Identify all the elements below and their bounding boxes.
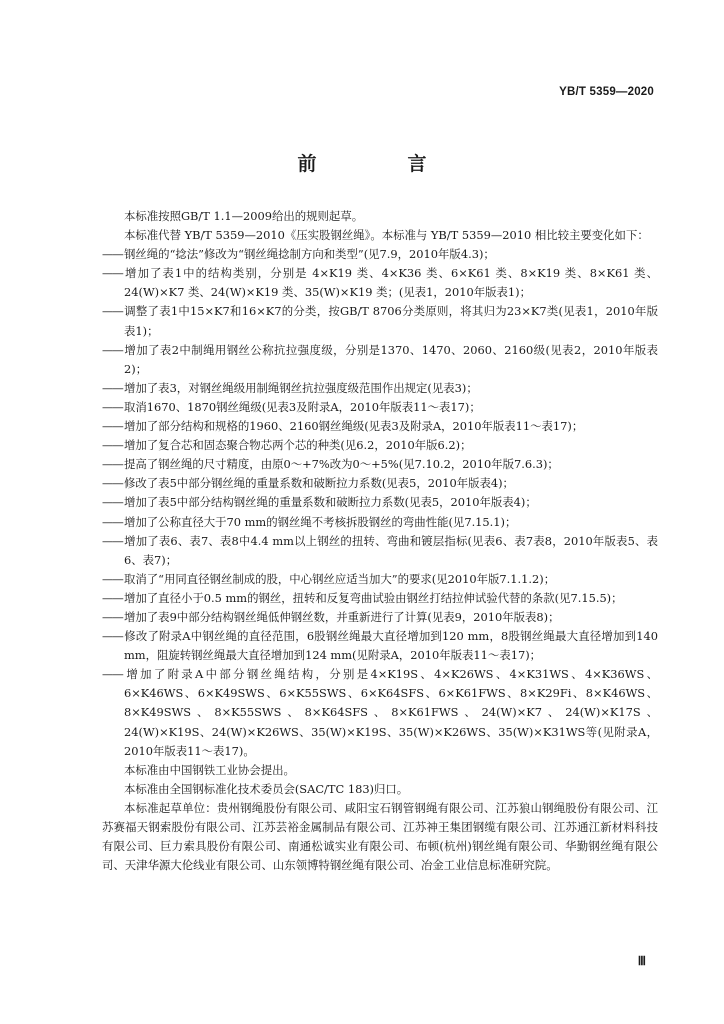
change-item-dash: —— (102, 609, 123, 624)
change-item (102, 245, 658, 264)
change-item-dash: —— (102, 533, 123, 548)
change-item (102, 513, 658, 532)
change-item-text: 增加了表1中的结构类别，分别是 4×K19 类、4×K36 类、6×K61 类、8×K19 类、8×K61 类、24(W)×K7 类、24(W)×K19 类、35(W)×K19 类；(见表1，2010年版表1)； (124, 266, 658, 300)
change-item (102, 398, 658, 417)
managed-by-paragraph: 本标准由全国钢标准化技术委员会(SAC/TC 183)归口。 (124, 781, 409, 796)
change-item (102, 379, 658, 398)
change-item (102, 341, 658, 379)
page-number: Ⅲ (637, 954, 646, 968)
change-item-text: 增加了表3，对钢丝绳级用制绳钢丝抗拉强度级范围作出规定(见表3)； (124, 380, 478, 395)
change-item-dash: —— (102, 476, 123, 491)
change-item-text: 增加了直径小于0.5 mm的钢丝，扭转和反复弯曲试验由钢丝打结拉伸试验代替的条款(见7.15.5)； (124, 590, 623, 605)
change-item-dash: —— (102, 667, 123, 682)
change-item-text: 取消了“用同直径钢丝制成的股，中心钢丝应适当加大”的要求(见2010年版7.1.1.2)； (124, 571, 556, 586)
change-item-text: 增加了复合芯和固态聚合物芯两个芯的种类(见6.2，2010年版6.2)； (124, 438, 472, 453)
change-item-text: 调整了表1中15×K7和16×K7的分类，按GB/T 8706分类原则，将其归为23×K7类(见表1，2010年版表1)； (124, 304, 658, 338)
change-item (102, 665, 658, 760)
change-item-dash: —— (102, 342, 123, 357)
change-item (102, 589, 658, 608)
change-item-dash: —— (102, 438, 123, 453)
change-item (102, 608, 658, 627)
change-item-dash: —— (102, 266, 123, 281)
change-item-dash: —— (102, 419, 123, 434)
replacement-intro-paragraph: 本标准代替 YB/T 5359—2010《压实股钢丝绳》。本标准与 YB/T 5359—2010 相比较主要变化如下： (124, 228, 649, 243)
drafters-paragraph: 本标准起草单位：贵州钢绳股份有限公司、咸阳宝石钢管钢绳有限公司、江苏狼山钢绳股份有限公司、江苏赛福天钢索股份有限公司、江苏芸裕金属制品有限公司、江苏神王集团钢缆有限公司、江苏通江新材料科技有限公司、巨力索具股份有限公司、南通松诚实业有限公司、布顿(杭州)钢丝绳有限公司、华勤钢丝绳有限公司、天津华源大伦线业有限公司、山东领博特钢丝绳有限公司、冶金工业信息标准研究院。 (102, 800, 658, 873)
change-item (102, 493, 658, 512)
change-item-dash: —— (102, 247, 123, 262)
change-item (102, 570, 658, 589)
changes-list (102, 245, 658, 761)
change-item (102, 436, 658, 455)
page-title: 前 言 (297, 153, 463, 175)
change-item (102, 627, 658, 665)
change-item-text: 增加了表6、表7、表8中4.4 mm以上钢丝的扭转、弯曲和镀层指标(见表6、表7表8，2010年版表5、表6、表7)； (124, 533, 658, 567)
change-item (102, 474, 658, 493)
change-item-dash: —— (102, 590, 123, 605)
change-item-text: 修改了表5中部分钢丝绳的重量系数和破断拉力系数(见表5，2010年版表4)； (124, 476, 514, 491)
change-item-dash: —— (102, 399, 123, 414)
change-item-text: 增加了部分结构和规格的1960、2160钢丝绳级(见表3及附录A，2010年版表11～表17)； (124, 419, 584, 434)
change-item-text: 增加了附录A中部分钢丝绳结构，分别是4×K19S、4×K26WS、4×K31WS、4×K36WS、6×K46WS、6×K49SWS、6×K55SWS、6×K64SFS、6×K61FWS、8×K29Fi、8×K46WS、8×K49SWS、8×K55SWS、8×K64SFS、8×K61FWS、24(W)×K7、24(W)×K17S、24(W)×K19S、24(W)×K26WS、35(W)×K19S、35(W)×K26WS、35(W)×K31WS等(见附录A，2010年版表11～表17)。 (124, 667, 658, 758)
change-item (102, 532, 658, 570)
change-item-dash: —— (102, 495, 123, 510)
change-item (102, 455, 658, 474)
foreword-body (102, 207, 658, 875)
proposed-by-paragraph: 本标准由中国钢铁工业协会提出。 (124, 762, 295, 777)
change-item-dash: —— (102, 380, 123, 395)
change-item-text: 增加了表2中制绳用钢丝公称抗拉强度级，分别是1370、1470、2060、2160级(见表2，2010年版表2)； (124, 342, 658, 376)
standard-code: YB/T 5359—2020 (559, 86, 654, 98)
change-item-text: 增加了表5中部分结构钢丝绳的重量系数和破断拉力系数(见表5，2010年版表4)； (124, 495, 537, 510)
change-item-text: 钢丝绳的“捻法”修改为“钢丝绳捻制方向和类型”(见7.9，2010年版4.3)； (124, 247, 495, 262)
change-item (102, 417, 658, 436)
change-item-dash: —— (102, 571, 123, 586)
change-item-text: 提高了钢丝绳的尺寸精度，由原0～+7%改为0～+5%(见7.10.2，2010年版7.6.3)； (124, 457, 559, 472)
drafting-rules-paragraph: 本标准按照GB/T 1.1—2009给出的规则起草。 (124, 209, 364, 223)
change-item (102, 264, 658, 302)
change-item-text: 增加了表9中部分结构钢丝绳低伸钢丝数，并重新进行了计算(见表9，2010年版表8)； (124, 609, 560, 624)
change-item-dash: —— (102, 514, 123, 529)
change-item-text: 取消1670、1870钢丝绳级(见表3及附录A，2010年版表11～表17)； (124, 399, 481, 414)
change-item-dash: —— (102, 629, 123, 644)
change-item-dash: —— (102, 304, 123, 319)
change-item-text: 修改了附录A中钢丝绳的直径范围，6股钢丝绳最大直径增加到120 mm，8股钢丝绳最大直径增加到140 mm，阻旋转钢丝绳最大直径增加到124 mm(见附录A，2010年版表11～表17)； (124, 629, 658, 663)
change-item-dash: —— (102, 457, 123, 472)
change-item (102, 302, 658, 340)
change-item-text: 增加了公称直径大于70 mm的钢丝绳不考核拆股钢丝的弯曲性能(见7.15.1)； (124, 514, 517, 529)
